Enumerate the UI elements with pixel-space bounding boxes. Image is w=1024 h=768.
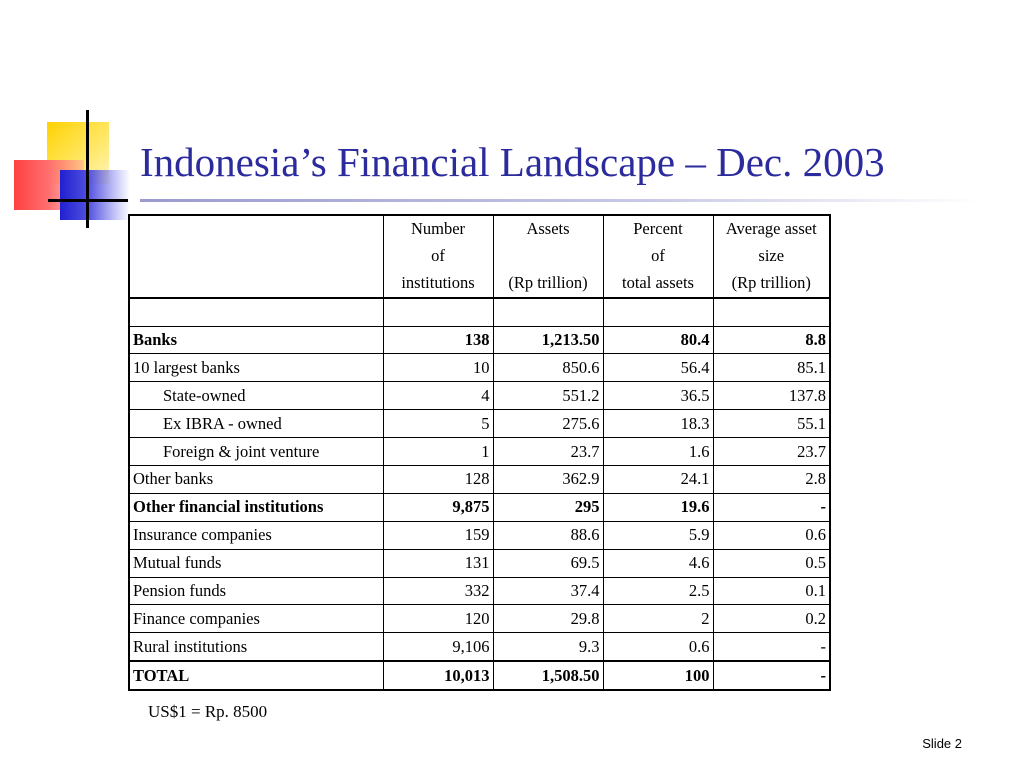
table-row <box>129 354 830 382</box>
table-header-cell: Assets <box>493 215 603 243</box>
table-row <box>129 466 830 494</box>
table-row <box>129 605 830 633</box>
table-cell: 85.1 <box>713 354 830 382</box>
table-cell <box>713 298 830 326</box>
row-label: Other banks <box>129 466 383 494</box>
slide-title: Indonesia’s Financial Landscape – Dec. 2003 <box>140 139 885 185</box>
table-header-cell: Percent <box>603 215 713 243</box>
table-cell: 88.6 <box>493 521 603 549</box>
table-cell: 9,875 <box>383 493 493 521</box>
table-header-cell: institutions <box>383 270 493 298</box>
table-cell: 850.6 <box>493 354 603 382</box>
row-label: Foreign & joint venture <box>129 438 383 466</box>
table-cell: 1 <box>383 438 493 466</box>
horizontal-line-decoration <box>48 199 128 202</box>
table-cell: 332 <box>383 577 493 605</box>
table-cell: 0.6 <box>713 521 830 549</box>
table-row <box>129 298 830 326</box>
table-cell: 0.6 <box>603 633 713 661</box>
table-cell: 275.6 <box>493 410 603 438</box>
table-cell: 10 <box>383 354 493 382</box>
table-cell: 100 <box>603 661 713 690</box>
table-header-cell <box>129 243 383 270</box>
slide-number: Slide 2 <box>922 736 962 751</box>
table-header-cell: Average asset <box>713 215 830 243</box>
table-cell <box>383 298 493 326</box>
table-row <box>129 382 830 410</box>
table-cell: 138 <box>383 326 493 354</box>
table-header-cell <box>129 270 383 298</box>
table-header-cell: size <box>713 243 830 270</box>
table-cell: 0.1 <box>713 577 830 605</box>
row-label: Rural institutions <box>129 633 383 661</box>
table-cell: 159 <box>383 521 493 549</box>
table-header-cell: total assets <box>603 270 713 298</box>
table-header-cell: (Rp trillion) <box>713 270 830 298</box>
table-cell: 128 <box>383 466 493 494</box>
row-label: Banks <box>129 326 383 354</box>
table-cell: 23.7 <box>493 438 603 466</box>
table-header-cell: of <box>383 243 493 270</box>
table-row <box>129 549 830 577</box>
table-cell: 131 <box>383 549 493 577</box>
table-row <box>129 326 830 354</box>
exchange-rate-footnote: US$1 = Rp. 8500 <box>148 702 268 721</box>
row-label: 10 largest banks <box>129 354 383 382</box>
table-cell <box>603 298 713 326</box>
table-header-cell: of <box>603 243 713 270</box>
row-label: Pension funds <box>129 577 383 605</box>
table-row <box>129 410 830 438</box>
table-cell: 1,508.50 <box>493 661 603 690</box>
table-cell: 551.2 <box>493 382 603 410</box>
slide-logo <box>0 100 140 240</box>
table-cell <box>493 298 603 326</box>
table-cell: 9.3 <box>493 633 603 661</box>
vertical-line-decoration <box>86 110 89 228</box>
table-cell: - <box>713 633 830 661</box>
table-row <box>129 633 830 661</box>
table-cell: 29.8 <box>493 605 603 633</box>
row-label: Mutual funds <box>129 549 383 577</box>
table-cell: 295 <box>493 493 603 521</box>
row-label: Finance companies <box>129 605 383 633</box>
table-cell: 19.6 <box>603 493 713 521</box>
row-label: TOTAL <box>129 661 383 690</box>
table-cell: - <box>713 493 830 521</box>
table-cell: 10,013 <box>383 661 493 690</box>
table-row <box>129 577 830 605</box>
title-underline <box>140 199 980 202</box>
table-header-row <box>129 270 830 298</box>
row-label: Insurance companies <box>129 521 383 549</box>
table-header-cell: (Rp trillion) <box>493 270 603 298</box>
table-cell: 18.3 <box>603 410 713 438</box>
table-cell: 56.4 <box>603 354 713 382</box>
table-cell: 362.9 <box>493 466 603 494</box>
row-label <box>129 298 383 326</box>
table-cell: 80.4 <box>603 326 713 354</box>
table-cell: 120 <box>383 605 493 633</box>
table-cell: 23.7 <box>713 438 830 466</box>
table-cell: 4 <box>383 382 493 410</box>
table-cell: 36.5 <box>603 382 713 410</box>
table-cell: 2 <box>603 605 713 633</box>
row-label: Other financial institutions <box>129 493 383 521</box>
table-cell: 55.1 <box>713 410 830 438</box>
table-cell: 9,106 <box>383 633 493 661</box>
table-header-cell <box>493 243 603 270</box>
table-row <box>129 493 830 521</box>
table-cell: 137.8 <box>713 382 830 410</box>
table-header-row <box>129 243 830 270</box>
table-cell: 37.4 <box>493 577 603 605</box>
table-cell: 0.2 <box>713 605 830 633</box>
blue-square-decoration <box>60 170 130 220</box>
table-row <box>129 661 830 690</box>
table-cell: 8.8 <box>713 326 830 354</box>
table-cell: 0.5 <box>713 549 830 577</box>
table-cell: 1,213.50 <box>493 326 603 354</box>
table-header-cell <box>129 215 383 243</box>
table-cell: 4.6 <box>603 549 713 577</box>
table-header-cell: Number <box>383 215 493 243</box>
row-label: State-owned <box>129 382 383 410</box>
table-cell: - <box>713 661 830 690</box>
table-cell: 5 <box>383 410 493 438</box>
financial-landscape-table <box>128 214 831 691</box>
table-cell: 2.5 <box>603 577 713 605</box>
table-header-row <box>129 215 830 243</box>
table-row <box>129 521 830 549</box>
table-cell: 1.6 <box>603 438 713 466</box>
table-cell: 69.5 <box>493 549 603 577</box>
table-cell: 2.8 <box>713 466 830 494</box>
table-cell: 5.9 <box>603 521 713 549</box>
table-row <box>129 438 830 466</box>
row-label: Ex IBRA - owned <box>129 410 383 438</box>
table-cell: 24.1 <box>603 466 713 494</box>
